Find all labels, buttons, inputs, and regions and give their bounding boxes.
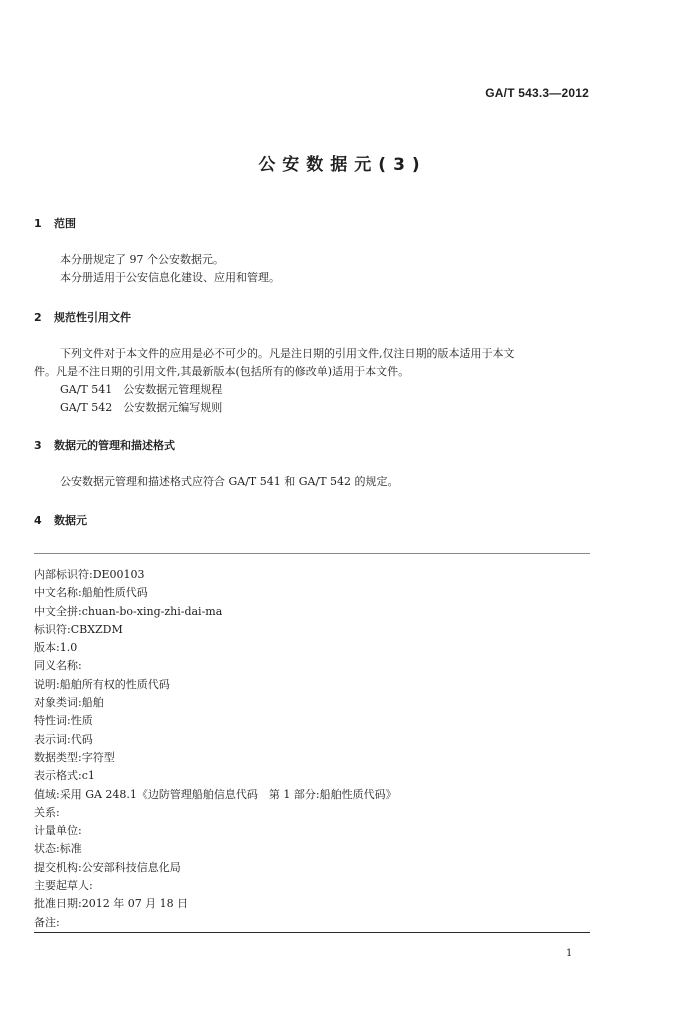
document-code: GA/T 543.3—2012 (485, 86, 589, 100)
field-property: 特性词:性质 (34, 714, 93, 728)
section-title: 范围 (54, 217, 76, 230)
field-submitting-org: 提交机构:公安部科技信息化局 (34, 860, 181, 874)
section-number: 4 (34, 514, 42, 527)
section-2-line-1: 下列文件对于本文件的应用是必不可少的。凡是注日期的引用文件,仅注日期的版本适用于本文 (60, 347, 515, 360)
field-internal-id: 内部标识符:DE00103 (34, 568, 145, 581)
field-version: 版本:1.0 (34, 641, 78, 655)
section-3-line-1: 公安数据元管理和描述格式应符合 GA/T 541 和 GA/T 542 的规定。 (60, 475, 399, 488)
section-1-line-2: 本分册适用于公安信息化建设、应用和管理。 (60, 271, 280, 284)
field-relations: 关系: (34, 805, 60, 819)
section-3-heading (34, 437, 175, 453)
field-identifier: 标识符:CBXZDM (34, 622, 123, 636)
field-chinese-name: 中文名称:船舶性质代码 (34, 586, 148, 600)
field-data-type: 数据类型:字符型 (34, 750, 115, 764)
table-top-rule (34, 553, 590, 554)
field-object-class: 对象类词:船舶 (34, 696, 104, 710)
section-title: 数据元 (54, 514, 87, 527)
field-format: 表示格式:c1 (34, 769, 95, 783)
document-title: 公安数据元(3) (258, 155, 427, 175)
section-2-line-2: 件。凡是不注日期的引用文件,其最新版本(包括所有的修改单)适用于本文件。 (34, 365, 410, 378)
reference-ga-t-541: GA/T 541 公安数据元管理规程 (60, 383, 223, 396)
section-title: 规范性引用文件 (54, 311, 131, 324)
field-synonyms: 同义名称: (34, 659, 82, 673)
field-description: 说明:船舶所有权的性质代码 (34, 677, 170, 691)
field-unit: 计量单位: (34, 824, 82, 838)
section-number: 1 (34, 217, 42, 230)
data-element-record (34, 566, 397, 932)
section-number: 3 (34, 439, 42, 452)
table-bottom-rule (34, 932, 590, 933)
field-status: 状态:标准 (34, 842, 82, 856)
page-number: 1 (566, 948, 573, 959)
field-representation-term: 表示词:代码 (34, 732, 93, 746)
section-2-heading (34, 309, 131, 325)
section-1-line-1: 本分册规定了 97 个公安数据元。 (60, 253, 224, 266)
section-title: 数据元的管理和描述格式 (54, 439, 175, 452)
section-1-heading (34, 215, 76, 231)
reference-ga-t-542: GA/T 542 公安数据元编写规则 (60, 401, 223, 414)
field-remarks: 备注: (34, 915, 60, 929)
field-pinyin: 中文全拼:chuan-bo-xing-zhi-dai-ma (34, 604, 223, 618)
section-4-heading (34, 512, 87, 528)
field-approval-date: 批准日期:2012 年 07 月 18 日 (34, 897, 189, 911)
section-number: 2 (34, 311, 42, 324)
field-value-domain: 值域:采用 GA 248.1《边防管理船舶信息代码 第 1 部分:船舶性质代码》 (34, 787, 397, 801)
field-drafter: 主要起草人: (34, 879, 93, 893)
